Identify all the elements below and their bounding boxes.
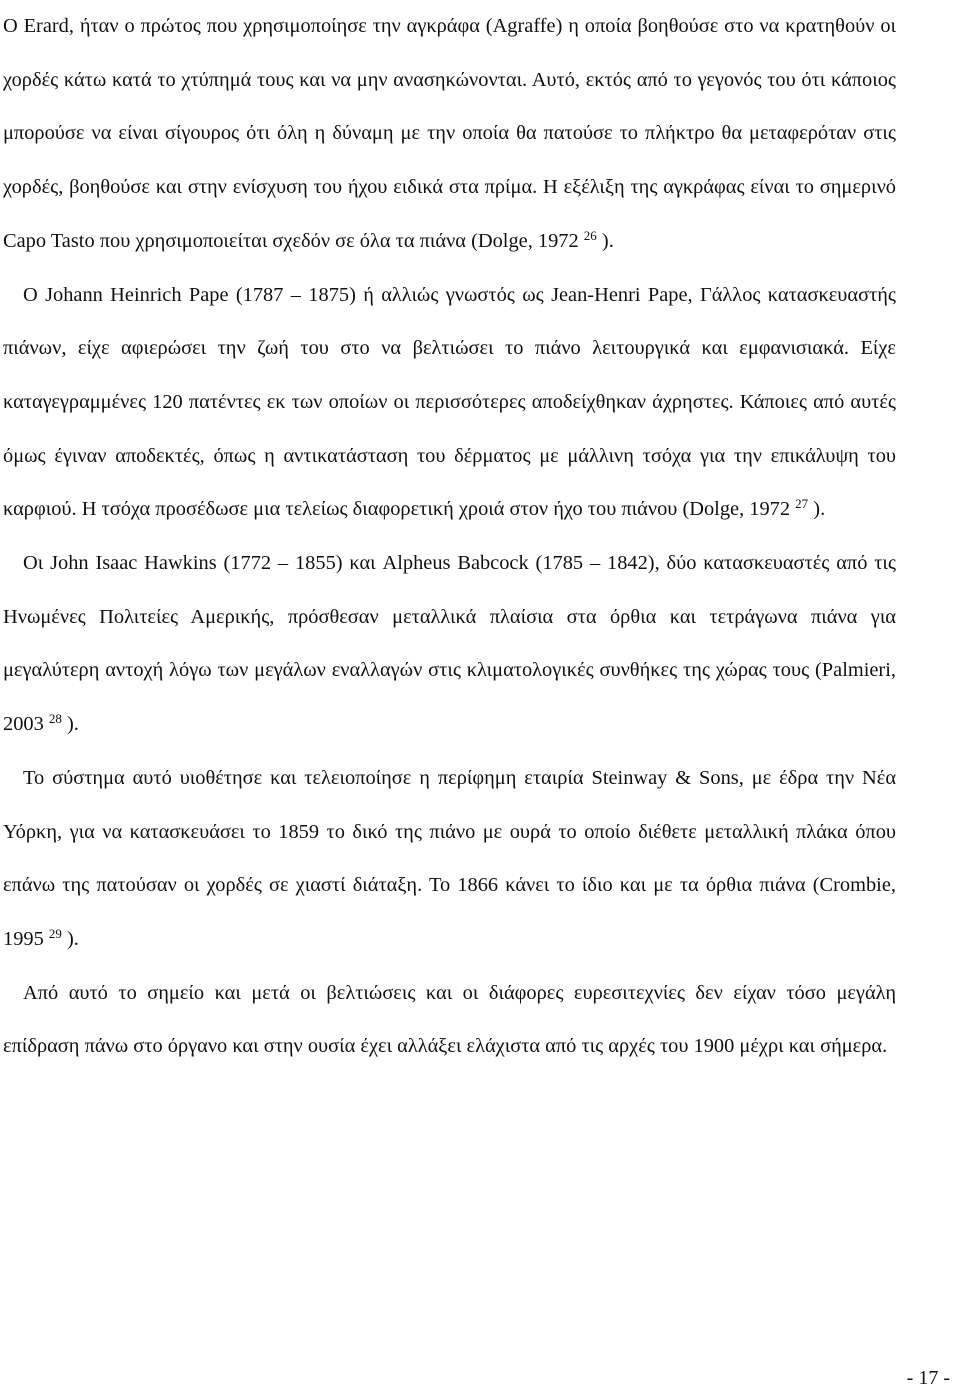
paragraph-text: Από αυτό το σημείο και μετά οι βελτιώσεις και οι διάφορες ευρεσιτεχνίες δεν είχαν τόσο μεγάλη επίδραση πάνω στο όργανο και στην ουσία έχει αλλάξει ελάχιστα από τις αρχές του 1900 μέχρι και σήμερα. bbox=[3, 981, 896, 1058]
paragraph-tail: ). bbox=[67, 713, 79, 736]
paragraph-conclusion bbox=[3, 967, 896, 1074]
footnote-ref: 28 bbox=[48, 711, 62, 727]
paragraph-erard bbox=[3, 0, 896, 269]
paragraph-tail: ). bbox=[813, 498, 826, 521]
page-number: - 17 - bbox=[906, 1367, 950, 1389]
paragraph-tail: ). bbox=[601, 229, 614, 252]
paragraph-tail: ). bbox=[67, 927, 79, 950]
paragraph-text: Το σύστημα αυτό υιοθέτησε και τελειοποίησε η περίφημη εταιρία Steinway & Sons, με έδρα την Νέα Υόρκη, για να κατασκευάσει το 1859 το δικό της πιάνο με ουρά το οποίο διέθετε μεταλλική πλάκα όπου επάνω της πατούσαν οι χορδές σε χιαστί διάταξη. Το 1866 κάνει το ίδιο και με τα όρθια πιάνα (Crombie, 1995 bbox=[3, 766, 896, 950]
paragraph-text: Ο Erard, ήταν ο πρώτος που χρησιμοποίησε την αγκράφα (Agraffe) η οποία βοηθούσε στο να κρατηθούν οι χορδές κάτω κατά το χτύπημά τους και να μην ανασηκώνονται. Αυτό, εκτός από το γεγονός του ότι κάποιος μπορούσε να είναι σίγουρος ότι όλη η δύναμη με την οποία θα πατούσε το πλήκτρο θα μεταφερόταν στις χορδές, βοηθούσε και στην ενίσχυση του ήχου ειδικά στα πρίμα. Η εξέλιξη της αγκράφας είναι το σημερινό Capo Tasto που χρησιμοποιείται σχεδόν σε όλα τα πιάνα (Dolge, 1972 bbox=[3, 15, 896, 252]
paragraph-text: Ο Johann Heinrich Pape (1787 – 1875) ή αλλιώς γνωστός ως Jean-Henri Pape, Γάλλος κατασκευαστής πιάνων, είχε αφιερώσει την ζωή του στο να βελτιώσει το πιάνο λειτουργικά και εμφανισιακά. Είχε καταγεγραμμένες 120 πατέντες εκ των οποίων οι περισσότερες αποδείχθηκαν άχρηστες. Κάποιες από αυτές όμως έγιναν αποδεκτές, όπως η αντικατάσταση του δέρματος με μάλλινη τσόχα για την επικάλυψη του καρφιού. Η τσόχα προσέδωσε μια τελείως διαφορετική χροιά στον ήχο του πιάνου (Dolge, 1972 bbox=[3, 283, 896, 521]
footnote-ref: 26 bbox=[583, 227, 597, 243]
paragraph-text: Οι John Isaac Hawkins (1772 – 1855) και Alpheus Babcock (1785 – 1842), δύο κατασκευαστές από τις Ηνωμένες Πολιτείες Αμερικής, πρόσθεσαν μεταλλικά πλαίσια στα όρθια και τετράγωνα πιάνα για μεγαλύτερη αντοχή λόγω των μεγάλων εναλλαγών στις κλιματολογικές συνθήκες της χώρας τους (Palmieri, 2003 bbox=[3, 552, 896, 736]
paragraph-pape bbox=[3, 269, 896, 538]
footnote-ref: 29 bbox=[48, 925, 62, 941]
paragraph-hawkins-babcock bbox=[3, 537, 896, 752]
footnote-ref: 27 bbox=[795, 496, 809, 512]
body-text bbox=[3, 0, 896, 1074]
paragraph-steinway bbox=[3, 752, 896, 967]
